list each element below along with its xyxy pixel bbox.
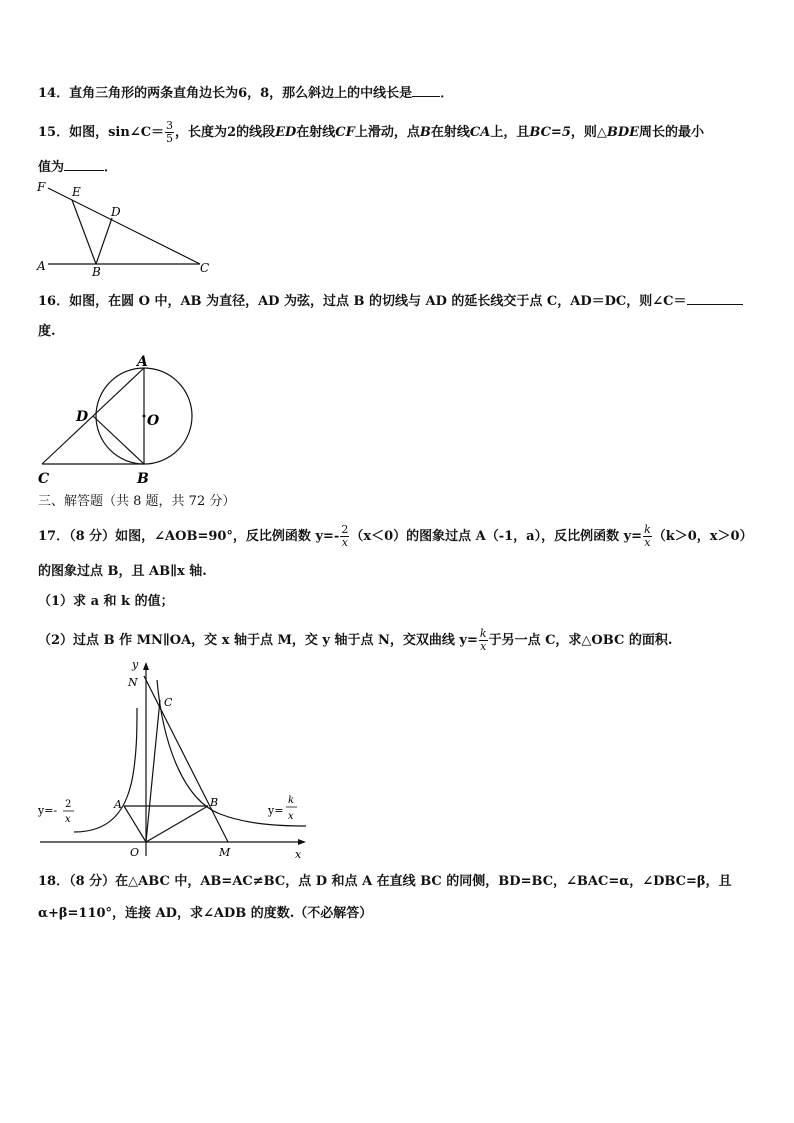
q16-label-d: D	[76, 409, 89, 425]
q15-label-f: F	[37, 180, 46, 194]
q16-label-c: C	[38, 471, 50, 487]
q17-right-curve-num: k	[288, 795, 295, 806]
q17-line-mn	[144, 676, 228, 842]
q14-text: 14．直角三角形的两条直角边长为6，8，那么斜边上的中线长是	[38, 86, 413, 101]
q17-part1: （1）求 a 和 k 的值；	[38, 594, 174, 609]
q17-left-curve-den: x	[65, 814, 71, 825]
q17-curve-right	[157, 680, 306, 826]
q17-label-n: N	[128, 676, 138, 689]
q16-answer-blank[interactable]	[687, 292, 743, 305]
q17-label-b: B	[210, 796, 219, 809]
q17-label-o: O	[130, 846, 140, 859]
q15-label-c: C	[200, 261, 210, 275]
q17-label-x: x	[295, 848, 302, 861]
q17-label-c: C	[164, 696, 173, 709]
q15-label-a: A	[37, 259, 46, 273]
q15-line1: 15．如图，sin∠C＝ $\frac{3}{5}$ ，长度为2的线段ED在射线CF上滑动，点B在射线CA上，且BC=5，则△BDE周长的最小	[38, 119, 705, 145]
q17-seg-oc	[146, 700, 160, 842]
q16-line1: 16．如图，在圆 O 中，AB 为直径，AD 为弦，过点 B 的切线与 AD 的延长线交于点 C，AD＝DC，则∠C＝	[38, 292, 743, 310]
q16-label-a: A	[137, 354, 148, 370]
q17-part2: （2）过点 B 作 MN∥OA，交 x 轴于点 M，交 y 轴于点 N，交双曲线 y= $\frac{k}{x}$ 于另一点 C，求△OBC 的面积.	[38, 627, 673, 653]
q15-label-d: D	[111, 205, 121, 219]
q15-figure	[34, 178, 224, 278]
q17-right-curve-prefix: y=	[268, 804, 284, 817]
section3-title: 三、解答题（共 8 题，共 72 分）	[38, 494, 236, 509]
q15-ray-cf	[48, 188, 200, 264]
q16-center-point	[143, 415, 146, 418]
q18-line2: α+β=110°，连接 AD，求∠ADB 的度数.（不必解答）	[38, 906, 373, 921]
q17-label-a: A	[114, 798, 122, 811]
q18-line1: 18．（8 分）在△ABC 中，AB=AC≠BC，点 D 和点 A 在直线 BC 的同侧，BD=BC，∠BAC=α，∠DBC=β，且	[38, 874, 732, 889]
q16-label-o: O	[147, 413, 160, 429]
q14-line: 14．直角三角形的两条直角边长为6，8，那么斜边上的中线长是 ．	[38, 86, 454, 101]
q14-answer-blank[interactable]	[412, 84, 440, 97]
q15-label-b: B	[92, 265, 101, 278]
q16-line2: 度.	[38, 324, 56, 339]
q17-left-curve-num: 2	[65, 799, 72, 810]
q17-line1: 17．（8 分）如图，∠AOB=90°，反比例函数 y=- $\frac{2}{x}$ （x＜0）的图象过点 A（-1，a），反比例函数 y= $\frac{k}{x}$ （k＞0，x＞0）	[38, 523, 753, 549]
q15-label-e: E	[72, 185, 81, 199]
q17-label-m: M	[219, 846, 231, 859]
q16-label-b: B	[137, 471, 149, 487]
q17-seg-oa	[124, 806, 146, 842]
q15-answer-blank[interactable]	[64, 158, 104, 171]
q16-figure	[34, 350, 204, 490]
q15-line2: 值为 ．	[38, 160, 118, 175]
q17-curve-left	[74, 708, 137, 832]
q17-line2: 的图象过点 B，且 AB∥x 轴.	[38, 564, 207, 579]
q17-left-curve-prefix: y=-	[38, 804, 58, 817]
q17-figure	[36, 656, 310, 862]
q15-seg-db	[96, 218, 112, 264]
q17-label-y: y	[132, 658, 139, 671]
q15-fraction: $\frac{3}{5}$	[166, 119, 174, 145]
q17-seg-ob	[146, 806, 208, 842]
q17-right-curve-den: x	[288, 811, 294, 822]
